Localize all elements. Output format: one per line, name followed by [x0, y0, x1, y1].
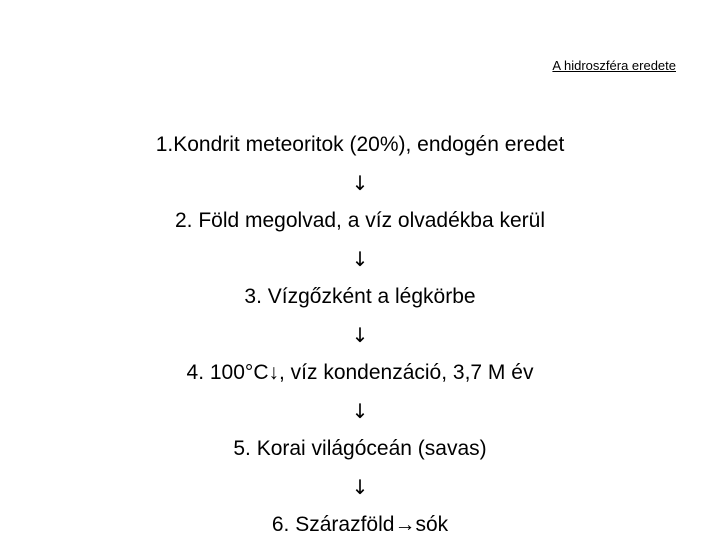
step-6: 6. Szárazföld→sók — [271, 513, 449, 536]
step-3: 3. Vízgőzként a légkörbe — [244, 285, 476, 308]
process-steps — [0, 126, 720, 544]
arrow-down-icon: ↓ — [351, 399, 369, 423]
arrow-down-icon: ↓ — [351, 171, 369, 195]
step-1: 1.Kondrit meteoritok (20%), endogén eredet — [155, 133, 565, 156]
slide-title-link[interactable]: A hidroszféra eredete — [552, 58, 676, 73]
step-5: 5. Korai világóceán (savas) — [233, 437, 487, 460]
step-2: 2. Föld megolvad, a víz olvadékba kerül — [174, 209, 546, 232]
step-4: 4. 100°C↓, víz kondenzáció, 3,7 M év — [186, 361, 534, 384]
arrow-down-icon: ↓ — [351, 475, 369, 499]
arrow-down-icon: ↓ — [351, 247, 369, 271]
arrow-down-icon: ↓ — [351, 323, 369, 347]
